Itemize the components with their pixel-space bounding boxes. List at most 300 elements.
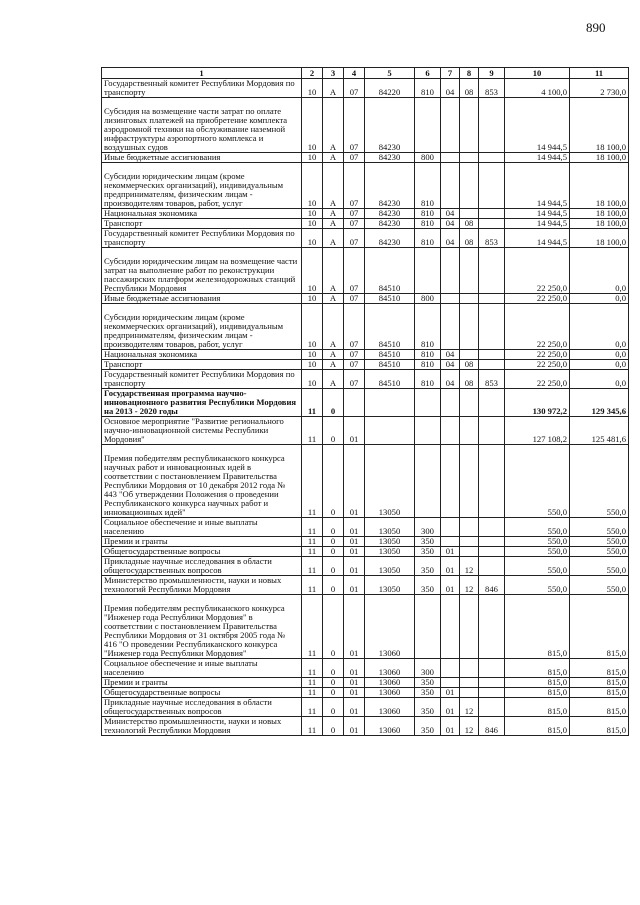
cell-name: Прикладные научные исследования в области общегосударственных вопросов bbox=[102, 698, 302, 717]
table-row bbox=[102, 547, 629, 557]
cell-subsection bbox=[460, 595, 479, 659]
cell-subsection bbox=[460, 389, 479, 417]
cell-expense-type bbox=[415, 98, 441, 153]
cell-subsection bbox=[460, 417, 479, 445]
cell-name: Транспорт bbox=[102, 219, 302, 229]
cell-amount-2015: 550,0 bbox=[570, 547, 629, 557]
table-row bbox=[102, 294, 629, 304]
cell-ministry-code bbox=[479, 688, 505, 698]
cell-name: Государственный комитет Республики Мордовия по транспорту bbox=[102, 229, 302, 248]
cell-amount-2014: 130 972,2 bbox=[505, 389, 570, 417]
cell-section-code: 11 bbox=[302, 659, 323, 678]
cell-name: Субсидии юридическим лицам (кроме некоммерческих организаций), индивидуальным предпринимателям, физическим лицам - производителям товаров, работ, услуг bbox=[102, 304, 302, 350]
cell-name: Общегосударственные вопросы bbox=[102, 547, 302, 557]
table-row bbox=[102, 248, 629, 294]
cell-program-code: 07 bbox=[344, 163, 365, 209]
cell-section-code: 11 bbox=[302, 518, 323, 537]
cell-subsection bbox=[460, 163, 479, 209]
cell-ministry-code bbox=[479, 304, 505, 350]
cell-subsection-code: А bbox=[323, 350, 344, 360]
table-row bbox=[102, 370, 629, 389]
cell-section-code: 10 bbox=[302, 248, 323, 294]
cell-direction-code: 84510 bbox=[365, 248, 415, 294]
cell-section-code: 11 bbox=[302, 557, 323, 576]
cell-name: Министерство промышленности, науки и новых технологий Республики Мордовия bbox=[102, 717, 302, 736]
cell-direction-code: 13050 bbox=[365, 537, 415, 547]
cell-subsection: 12 bbox=[460, 576, 479, 595]
cell-program-code: 01 bbox=[344, 557, 365, 576]
column-header: 7 bbox=[441, 68, 460, 79]
cell-program-code: 01 bbox=[344, 698, 365, 717]
cell-subsection: 08 bbox=[460, 229, 479, 248]
table-row bbox=[102, 717, 629, 736]
cell-amount-2015: 550,0 bbox=[570, 445, 629, 518]
cell-name: Премия победителям республиканского конкурса научных работ и инновационных идей в соответствии с постановлением Правительства Республики Мордовия от 10 декабря 2012 года № 443 "Об утверждении Положения о проведении Республиканского конкурса научных работ и инновационных идей" bbox=[102, 445, 302, 518]
cell-program-code: 07 bbox=[344, 98, 365, 153]
cell-subsection-code: 0 bbox=[323, 576, 344, 595]
cell-program-code: 07 bbox=[344, 219, 365, 229]
cell-amount-2014: 14 944,5 bbox=[505, 163, 570, 209]
cell-ministry-code bbox=[479, 389, 505, 417]
table-row bbox=[102, 304, 629, 350]
cell-subsection-code: 0 bbox=[323, 688, 344, 698]
cell-expense-type: 350 bbox=[415, 678, 441, 688]
cell-expense-type: 350 bbox=[415, 688, 441, 698]
cell-direction-code: 84230 bbox=[365, 229, 415, 248]
cell-amount-2015: 550,0 bbox=[570, 557, 629, 576]
cell-expense-type bbox=[415, 445, 441, 518]
table-row bbox=[102, 219, 629, 229]
cell-direction-code: 84230 bbox=[365, 163, 415, 209]
cell-section-code: 11 bbox=[302, 595, 323, 659]
budget-table bbox=[101, 67, 629, 736]
cell-section: 01 bbox=[441, 688, 460, 698]
table-row bbox=[102, 576, 629, 595]
cell-section-code: 10 bbox=[302, 79, 323, 98]
cell-subsection-code: А bbox=[323, 304, 344, 350]
cell-program-code bbox=[344, 389, 365, 417]
cell-program-code: 07 bbox=[344, 370, 365, 389]
cell-program-code: 07 bbox=[344, 350, 365, 360]
cell-ministry-code: 853 bbox=[479, 370, 505, 389]
cell-amount-2014: 14 944,5 bbox=[505, 98, 570, 153]
cell-ministry-code bbox=[479, 678, 505, 688]
cell-amount-2014: 14 944,5 bbox=[505, 209, 570, 219]
cell-amount-2015: 18 100,0 bbox=[570, 219, 629, 229]
page-number: 890 bbox=[586, 20, 606, 35]
cell-section bbox=[441, 98, 460, 153]
cell-ministry-code: 853 bbox=[479, 229, 505, 248]
column-header: 4 bbox=[344, 68, 365, 79]
cell-subsection-code: 0 bbox=[323, 389, 344, 417]
cell-program-code: 01 bbox=[344, 576, 365, 595]
cell-amount-2015: 0,0 bbox=[570, 304, 629, 350]
cell-expense-type: 350 bbox=[415, 537, 441, 547]
cell-program-code: 01 bbox=[344, 518, 365, 537]
cell-name: Государственная программа научно-инновационного развития Республики Мордовия на 2013 - 2020 годы bbox=[102, 389, 302, 417]
cell-ministry-code bbox=[479, 698, 505, 717]
cell-subsection-code: 0 bbox=[323, 717, 344, 736]
cell-amount-2015: 125 481,6 bbox=[570, 417, 629, 445]
cell-amount-2014: 22 250,0 bbox=[505, 304, 570, 350]
cell-expense-type: 350 bbox=[415, 717, 441, 736]
cell-section-code: 10 bbox=[302, 350, 323, 360]
cell-expense-type bbox=[415, 595, 441, 659]
column-header: 11 bbox=[570, 68, 629, 79]
cell-program-code: 01 bbox=[344, 595, 365, 659]
column-header: 1 bbox=[102, 68, 302, 79]
cell-amount-2014: 550,0 bbox=[505, 547, 570, 557]
cell-amount-2015: 18 100,0 bbox=[570, 229, 629, 248]
cell-section bbox=[441, 294, 460, 304]
cell-expense-type: 800 bbox=[415, 153, 441, 163]
cell-amount-2014: 14 944,5 bbox=[505, 153, 570, 163]
cell-section: 01 bbox=[441, 576, 460, 595]
cell-subsection bbox=[460, 209, 479, 219]
cell-amount-2014: 22 250,0 bbox=[505, 294, 570, 304]
cell-section bbox=[441, 389, 460, 417]
cell-section: 04 bbox=[441, 79, 460, 98]
cell-amount-2014: 22 250,0 bbox=[505, 360, 570, 370]
cell-direction-code: 84510 bbox=[365, 360, 415, 370]
cell-direction-code: 84510 bbox=[365, 370, 415, 389]
cell-direction-code bbox=[365, 417, 415, 445]
cell-direction-code: 84230 bbox=[365, 219, 415, 229]
cell-ministry-code bbox=[479, 595, 505, 659]
cell-ministry-code bbox=[479, 659, 505, 678]
cell-ministry-code: 846 bbox=[479, 576, 505, 595]
cell-subsection-code: 0 bbox=[323, 518, 344, 537]
cell-section bbox=[441, 248, 460, 294]
cell-direction-code: 13060 bbox=[365, 698, 415, 717]
cell-section-code: 11 bbox=[302, 678, 323, 688]
cell-section: 01 bbox=[441, 547, 460, 557]
cell-name: Государственный комитет Республики Мордовия по транспорту bbox=[102, 370, 302, 389]
cell-subsection bbox=[460, 248, 479, 294]
column-header: 3 bbox=[323, 68, 344, 79]
cell-subsection-code: А bbox=[323, 370, 344, 389]
cell-amount-2015: 550,0 bbox=[570, 576, 629, 595]
cell-amount-2015: 815,0 bbox=[570, 698, 629, 717]
cell-direction-code: 84230 bbox=[365, 153, 415, 163]
cell-section-code: 10 bbox=[302, 163, 323, 209]
cell-subsection-code: А bbox=[323, 163, 344, 209]
cell-amount-2014: 22 250,0 bbox=[505, 350, 570, 360]
cell-subsection bbox=[460, 518, 479, 537]
cell-subsection-code: А bbox=[323, 79, 344, 98]
cell-expense-type: 810 bbox=[415, 209, 441, 219]
cell-program-code: 07 bbox=[344, 304, 365, 350]
table-row bbox=[102, 537, 629, 547]
cell-subsection bbox=[460, 659, 479, 678]
cell-subsection-code: А bbox=[323, 229, 344, 248]
cell-subsection bbox=[460, 537, 479, 547]
cell-amount-2014: 550,0 bbox=[505, 557, 570, 576]
cell-ministry-code bbox=[479, 537, 505, 547]
cell-section-code: 11 bbox=[302, 717, 323, 736]
cell-amount-2015: 0,0 bbox=[570, 248, 629, 294]
cell-amount-2014: 14 944,5 bbox=[505, 219, 570, 229]
table-row bbox=[102, 698, 629, 717]
table-row bbox=[102, 153, 629, 163]
table-row bbox=[102, 417, 629, 445]
cell-expense-type: 810 bbox=[415, 360, 441, 370]
cell-name: Иные бюджетные ассигнования bbox=[102, 153, 302, 163]
cell-amount-2015: 18 100,0 bbox=[570, 98, 629, 153]
cell-section bbox=[441, 518, 460, 537]
cell-amount-2015: 0,0 bbox=[570, 370, 629, 389]
cell-expense-type: 350 bbox=[415, 547, 441, 557]
cell-section bbox=[441, 595, 460, 659]
cell-section-code: 10 bbox=[302, 304, 323, 350]
cell-subsection-code: А bbox=[323, 98, 344, 153]
cell-expense-type: 300 bbox=[415, 518, 441, 537]
column-header: 8 bbox=[460, 68, 479, 79]
cell-direction-code: 84510 bbox=[365, 304, 415, 350]
cell-subsection bbox=[460, 294, 479, 304]
cell-ministry-code: 853 bbox=[479, 79, 505, 98]
cell-subsection-code: 0 bbox=[323, 557, 344, 576]
cell-subsection-code: А bbox=[323, 219, 344, 229]
cell-direction-code: 84510 bbox=[365, 294, 415, 304]
table-row bbox=[102, 229, 629, 248]
cell-expense-type: 350 bbox=[415, 576, 441, 595]
cell-amount-2015: 18 100,0 bbox=[570, 163, 629, 209]
cell-ministry-code bbox=[479, 547, 505, 557]
table-row bbox=[102, 389, 629, 417]
table-row bbox=[102, 163, 629, 209]
cell-section: 01 bbox=[441, 717, 460, 736]
cell-section-code: 11 bbox=[302, 445, 323, 518]
cell-direction-code: 13050 bbox=[365, 518, 415, 537]
cell-subsection-code: А bbox=[323, 209, 344, 219]
cell-name: Субсидия на возмещение части затрат по оплате лизинговых платежей на приобретение комплекта аэродромной техники на обслуживание наземной инфраструктуры аэропортного комплекса и воздушных судов bbox=[102, 98, 302, 153]
cell-program-code: 07 bbox=[344, 229, 365, 248]
cell-subsection-code: 0 bbox=[323, 678, 344, 688]
cell-ministry-code bbox=[479, 163, 505, 209]
cell-section: 04 bbox=[441, 370, 460, 389]
cell-amount-2014: 815,0 bbox=[505, 688, 570, 698]
cell-subsection: 08 bbox=[460, 219, 479, 229]
cell-ministry-code bbox=[479, 350, 505, 360]
cell-expense-type: 800 bbox=[415, 294, 441, 304]
cell-name: Иные бюджетные ассигнования bbox=[102, 294, 302, 304]
cell-amount-2014: 550,0 bbox=[505, 537, 570, 547]
cell-subsection bbox=[460, 678, 479, 688]
cell-subsection: 12 bbox=[460, 717, 479, 736]
cell-amount-2014: 815,0 bbox=[505, 698, 570, 717]
cell-section bbox=[441, 678, 460, 688]
cell-expense-type: 300 bbox=[415, 659, 441, 678]
cell-program-code: 01 bbox=[344, 717, 365, 736]
cell-subsection: 12 bbox=[460, 557, 479, 576]
cell-amount-2015: 0,0 bbox=[570, 360, 629, 370]
cell-amount-2015: 18 100,0 bbox=[570, 209, 629, 219]
cell-program-code: 01 bbox=[344, 417, 365, 445]
cell-ministry-code bbox=[479, 518, 505, 537]
cell-section bbox=[441, 537, 460, 547]
cell-amount-2015: 815,0 bbox=[570, 659, 629, 678]
cell-amount-2014: 815,0 bbox=[505, 659, 570, 678]
cell-section-code: 10 bbox=[302, 360, 323, 370]
cell-expense-type: 810 bbox=[415, 370, 441, 389]
cell-expense-type bbox=[415, 248, 441, 294]
cell-name: Министерство промышленности, науки и новых технологий Республики Мордовия bbox=[102, 576, 302, 595]
cell-direction-code: 13050 bbox=[365, 557, 415, 576]
cell-section-code: 10 bbox=[302, 98, 323, 153]
cell-section-code: 10 bbox=[302, 209, 323, 219]
cell-subsection-code: А bbox=[323, 360, 344, 370]
cell-section: 04 bbox=[441, 209, 460, 219]
cell-name: Транспорт bbox=[102, 360, 302, 370]
cell-amount-2014: 14 944,5 bbox=[505, 229, 570, 248]
cell-ministry-code: 846 bbox=[479, 717, 505, 736]
table-row bbox=[102, 557, 629, 576]
cell-amount-2014: 4 100,0 bbox=[505, 79, 570, 98]
cell-program-code: 07 bbox=[344, 153, 365, 163]
cell-direction-code: 13060 bbox=[365, 678, 415, 688]
cell-expense-type: 810 bbox=[415, 304, 441, 350]
cell-name: Национальная экономика bbox=[102, 350, 302, 360]
cell-expense-type: 810 bbox=[415, 219, 441, 229]
cell-subsection bbox=[460, 350, 479, 360]
cell-name: Премия победителям республиканского конкурса "Инженер года Республики Мордовия" в соответствии с постановлением Правительства Республики Мордовия от 31 октября 2005 года № 416 "О проведении Республиканского конкурса "Инженер года Республики Мордовия" bbox=[102, 595, 302, 659]
cell-subsection-code: 0 bbox=[323, 417, 344, 445]
column-header: 2 bbox=[302, 68, 323, 79]
cell-program-code: 07 bbox=[344, 294, 365, 304]
cell-subsection-code: 0 bbox=[323, 659, 344, 678]
cell-section bbox=[441, 163, 460, 209]
cell-ministry-code bbox=[479, 219, 505, 229]
cell-expense-type: 810 bbox=[415, 350, 441, 360]
cell-expense-type: 350 bbox=[415, 557, 441, 576]
cell-subsection-code: 0 bbox=[323, 595, 344, 659]
cell-ministry-code bbox=[479, 248, 505, 294]
cell-direction-code bbox=[365, 389, 415, 417]
cell-direction-code: 13060 bbox=[365, 717, 415, 736]
cell-amount-2015: 550,0 bbox=[570, 518, 629, 537]
cell-section-code: 10 bbox=[302, 153, 323, 163]
cell-section-code: 11 bbox=[302, 698, 323, 717]
table-row bbox=[102, 595, 629, 659]
cell-expense-type: 810 bbox=[415, 229, 441, 248]
cell-expense-type: 350 bbox=[415, 698, 441, 717]
cell-name: Социальное обеспечение и иные выплаты населению bbox=[102, 659, 302, 678]
cell-section-code: 10 bbox=[302, 219, 323, 229]
cell-amount-2015: 550,0 bbox=[570, 537, 629, 547]
cell-amount-2015: 815,0 bbox=[570, 688, 629, 698]
cell-subsection bbox=[460, 304, 479, 350]
cell-expense-type bbox=[415, 389, 441, 417]
cell-subsection bbox=[460, 98, 479, 153]
cell-expense-type: 810 bbox=[415, 163, 441, 209]
cell-subsection-code: 0 bbox=[323, 445, 344, 518]
cell-subsection-code: А bbox=[323, 294, 344, 304]
cell-ministry-code bbox=[479, 557, 505, 576]
cell-section-code: 11 bbox=[302, 576, 323, 595]
cell-direction-code: 13060 bbox=[365, 659, 415, 678]
cell-subsection: 08 bbox=[460, 79, 479, 98]
cell-subsection: 08 bbox=[460, 360, 479, 370]
cell-direction-code: 84230 bbox=[365, 209, 415, 219]
cell-name: Субсидии юридическим лицам на возмещение части затрат на выполнение работ по реконструкции пассажирских платформ железнодорожных станций Республики Мордовия bbox=[102, 248, 302, 294]
cell-amount-2015: 129 345,6 bbox=[570, 389, 629, 417]
cell-direction-code: 13050 bbox=[365, 445, 415, 518]
table-row bbox=[102, 350, 629, 360]
cell-amount-2015: 815,0 bbox=[570, 678, 629, 688]
cell-subsection: 12 bbox=[460, 698, 479, 717]
cell-section bbox=[441, 659, 460, 678]
cell-name: Премии и гранты bbox=[102, 678, 302, 688]
table-row bbox=[102, 360, 629, 370]
cell-name: Прикладные научные исследования в области общегосударственных вопросов bbox=[102, 557, 302, 576]
cell-subsection bbox=[460, 445, 479, 518]
cell-section: 04 bbox=[441, 229, 460, 248]
cell-amount-2014: 22 250,0 bbox=[505, 248, 570, 294]
cell-name: Премии и гранты bbox=[102, 537, 302, 547]
table-row bbox=[102, 79, 629, 98]
cell-section-code: 10 bbox=[302, 370, 323, 389]
cell-amount-2014: 22 250,0 bbox=[505, 370, 570, 389]
cell-program-code: 01 bbox=[344, 445, 365, 518]
table-row bbox=[102, 445, 629, 518]
cell-name: Социальное обеспечение и иные выплаты населению bbox=[102, 518, 302, 537]
cell-direction-code: 13060 bbox=[365, 688, 415, 698]
cell-ministry-code bbox=[479, 209, 505, 219]
table-header-row bbox=[102, 68, 629, 79]
cell-name: Основное мероприятие "Развитие регионального научно-инновационной системы Республики Мордовия" bbox=[102, 417, 302, 445]
cell-program-code: 07 bbox=[344, 79, 365, 98]
cell-subsection-code: А bbox=[323, 153, 344, 163]
cell-program-code: 07 bbox=[344, 248, 365, 294]
cell-direction-code: 84510 bbox=[365, 350, 415, 360]
cell-name: Национальная экономика bbox=[102, 209, 302, 219]
cell-section-code: 10 bbox=[302, 294, 323, 304]
cell-subsection-code: 0 bbox=[323, 698, 344, 717]
table-row bbox=[102, 688, 629, 698]
cell-subsection bbox=[460, 153, 479, 163]
cell-ministry-code bbox=[479, 360, 505, 370]
cell-expense-type bbox=[415, 417, 441, 445]
cell-program-code: 07 bbox=[344, 209, 365, 219]
cell-direction-code: 84220 bbox=[365, 79, 415, 98]
table-row bbox=[102, 659, 629, 678]
cell-direction-code: 13050 bbox=[365, 576, 415, 595]
cell-ministry-code bbox=[479, 445, 505, 518]
cell-section-code: 11 bbox=[302, 688, 323, 698]
cell-amount-2014: 815,0 bbox=[505, 595, 570, 659]
table-body bbox=[102, 79, 629, 736]
cell-section-code: 11 bbox=[302, 417, 323, 445]
cell-section: 01 bbox=[441, 557, 460, 576]
cell-subsection-code: 0 bbox=[323, 547, 344, 557]
cell-section-code: 10 bbox=[302, 229, 323, 248]
cell-section bbox=[441, 445, 460, 518]
cell-subsection-code: 0 bbox=[323, 537, 344, 547]
cell-name: Общегосударственные вопросы bbox=[102, 688, 302, 698]
cell-name: Государственный комитет Республики Мордовия по транспорту bbox=[102, 79, 302, 98]
cell-amount-2015: 0,0 bbox=[570, 350, 629, 360]
table-row bbox=[102, 209, 629, 219]
cell-amount-2015: 815,0 bbox=[570, 595, 629, 659]
cell-program-code: 01 bbox=[344, 537, 365, 547]
cell-program-code: 01 bbox=[344, 659, 365, 678]
cell-name: Субсидии юридическим лицам (кроме некоммерческих организаций), индивидуальным предпринимателям, физическим лицам - производителям товаров, работ, услуг bbox=[102, 163, 302, 209]
cell-ministry-code bbox=[479, 153, 505, 163]
cell-section: 01 bbox=[441, 698, 460, 717]
column-header: 10 bbox=[505, 68, 570, 79]
cell-section-code: 11 bbox=[302, 547, 323, 557]
